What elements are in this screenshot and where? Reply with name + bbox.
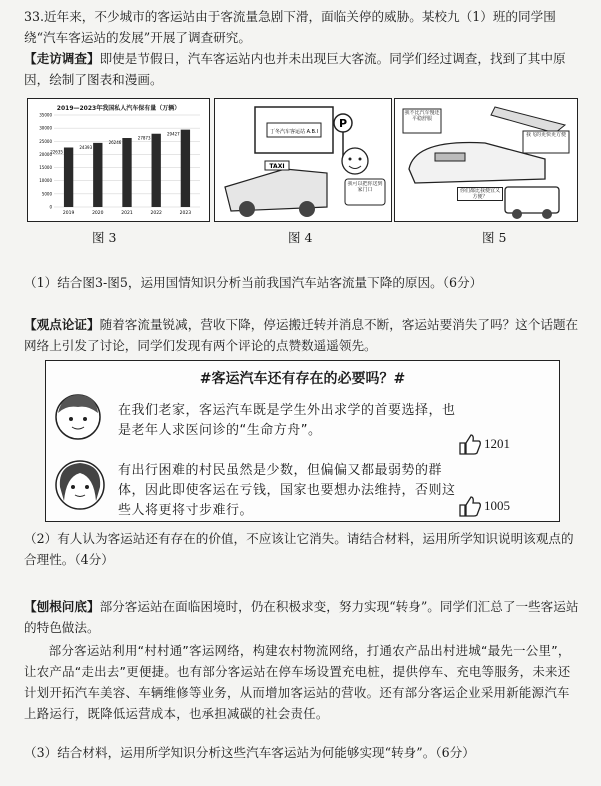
likes-1-count: 1201 xyxy=(484,436,510,451)
figure-5-cartoon xyxy=(394,98,578,222)
driver-eye-left xyxy=(349,158,352,161)
bar-chart-svg xyxy=(28,99,209,221)
taxi-sign-text: TAXI xyxy=(269,163,285,170)
figure-4-label: 图 4 xyxy=(288,230,313,245)
bar-2022 xyxy=(152,134,161,207)
figure-3-chart xyxy=(27,98,210,222)
root-paragraph xyxy=(24,596,580,638)
material-paragraph: 部分客运站利用“村村通”客运网络，构建农村物流网络，打通农产品出村进城“最先一公里”，让农产品“走出去”更便捷。也有部分客运站在停车场设置充电桩，提供停车、充电等服务，未来还计划开拓汽车美容、车辆维修等业务，从而增加客运站的营收。还有部分客运企业采用新能源汽车上路运行，既降低运营成本，也承担减碳的社会责任。 xyxy=(24,643,571,721)
sub-question-1: （1）结合图3-图5，运用国情知识分析当前我国汽车站客流量下降的原因。（6分） xyxy=(24,275,483,290)
bus-station-cartoon xyxy=(215,99,391,221)
debate-text: 随着客流量锐减，营收下降，停运搬迁转并消息不断，客运站要消失了吗？这个话题在网络上引发了讨论，同学们发现有两个评论的点赞数遥遥领先。 xyxy=(24,317,579,353)
y-tick-label: 35000 xyxy=(39,112,52,118)
sub-question-2: （2）有人认为客运站还有存在的价值，不应该让它消失。请结合材料，运用所学知识说明该观点的合理性。（4分） xyxy=(24,531,574,567)
root-tag: 【刨根问底】 xyxy=(24,599,100,614)
x-tick-label: 2023 xyxy=(179,211,192,216)
train-speech-text: 我不比汽车慢还平稳舒服 xyxy=(404,110,440,122)
bar-value-label: 29427 xyxy=(166,131,180,137)
taxi-wheel-front xyxy=(239,201,255,217)
x-tick-label: 2019 xyxy=(62,211,75,216)
transport-cartoon xyxy=(395,99,577,221)
bus-wheel-back xyxy=(542,209,552,219)
bar-value-label: 26246 xyxy=(108,140,122,146)
sub-question-3: （3）结合材料，运用所学知识分析这些汽车客运站为何能够实现“转身”。（6分） xyxy=(24,745,475,760)
survey-tag: 【走访调查】 xyxy=(24,51,100,66)
train-window xyxy=(435,153,465,161)
bus-speech-text: 你们都比我便宜又方便？ xyxy=(457,187,503,201)
figure-4-cartoon xyxy=(214,98,392,222)
y-tick-label: 25000 xyxy=(39,138,52,144)
coach-bus xyxy=(505,187,559,213)
plane-speech-text: 我飞的更快更方便 xyxy=(525,132,566,138)
bar-2020 xyxy=(93,143,102,207)
survey-text: 即使是节假日，汽车客运站内也并未出现巨大客流。同学们经过调查，找到了其中原因，绘制了图表和漫画。 xyxy=(24,51,566,87)
station-sign-text: 丁冬汽车客运站 A.B.I xyxy=(269,129,319,135)
x-tick-label: 2020 xyxy=(92,211,104,216)
question-intro: 33.近年来，不少城市的客运站由于客流量急剧下滑，面临关停的威胁。某校九（1）班的同学围绕“汽车客运站的发展”开展了调查研究。 xyxy=(24,9,556,45)
avatar-boy-icon xyxy=(52,391,104,443)
debate-topic-title: #客运汽车还有存在的必要吗？# xyxy=(199,371,406,387)
chart-title: 2019—2023年我国私人汽车保有量（万辆） xyxy=(56,105,181,112)
debate-box xyxy=(45,360,560,522)
debate-paragraph xyxy=(24,314,580,356)
x-tick-label: 2021 xyxy=(121,211,133,216)
likes-2-count: 1005 xyxy=(484,498,510,513)
taxi-wheel-back xyxy=(299,201,315,217)
y-tick-label: 20000 xyxy=(39,151,52,157)
root-text: 部分客运站在面临困境时，仍在积极求变，努力实现“转身”。同学们汇总了一些客运站的特色做法。 xyxy=(24,599,579,635)
driver-eye-right xyxy=(359,158,362,161)
avatar-girl-icon xyxy=(52,457,108,513)
comment-2-text: 有出行困难的村民虽然是少数，但偏偏又都最弱势的群体，因此即使客运在亏钱，国家也要想办法维持，否则这些人将更将寸步难行。 xyxy=(118,463,456,518)
thumbs-up-icon xyxy=(458,433,482,455)
driver-speech-text: 我可以把你送到家门口 xyxy=(347,181,383,193)
y-tick-label: 5000 xyxy=(41,191,52,197)
debate-tag: 【观点论证】 xyxy=(24,317,100,332)
y-tick-label: 15000 xyxy=(39,165,52,171)
bar-value-label: 24393 xyxy=(79,144,93,150)
bar-2023 xyxy=(181,130,190,207)
likes-2 xyxy=(458,495,510,517)
figure-5-label: 图 5 xyxy=(482,230,507,245)
driver-face xyxy=(342,148,368,174)
bar-2019 xyxy=(64,148,73,207)
bar-value-label: 22635 xyxy=(50,149,63,155)
thumbs-up-icon xyxy=(458,495,482,517)
figure-3-label: 图 3 xyxy=(92,230,117,245)
parking-letter: P xyxy=(338,117,348,130)
bar-2021 xyxy=(122,138,131,207)
y-tick-label: 0 xyxy=(49,204,52,210)
airplane xyxy=(491,107,565,133)
x-tick-label: 2022 xyxy=(150,211,162,216)
bus-wheel-front xyxy=(512,209,522,219)
y-tick-label: 30000 xyxy=(39,125,52,131)
comment-1-text: 在我们老家，客运汽车既是学生外出求学的首要选择，也是老年人求医问诊的“生命方舟”。 xyxy=(118,403,456,438)
survey-paragraph xyxy=(24,48,580,90)
y-tick-label: 10000 xyxy=(39,178,52,184)
bar-value-label: 27873 xyxy=(137,135,151,141)
likes-1 xyxy=(458,433,510,455)
